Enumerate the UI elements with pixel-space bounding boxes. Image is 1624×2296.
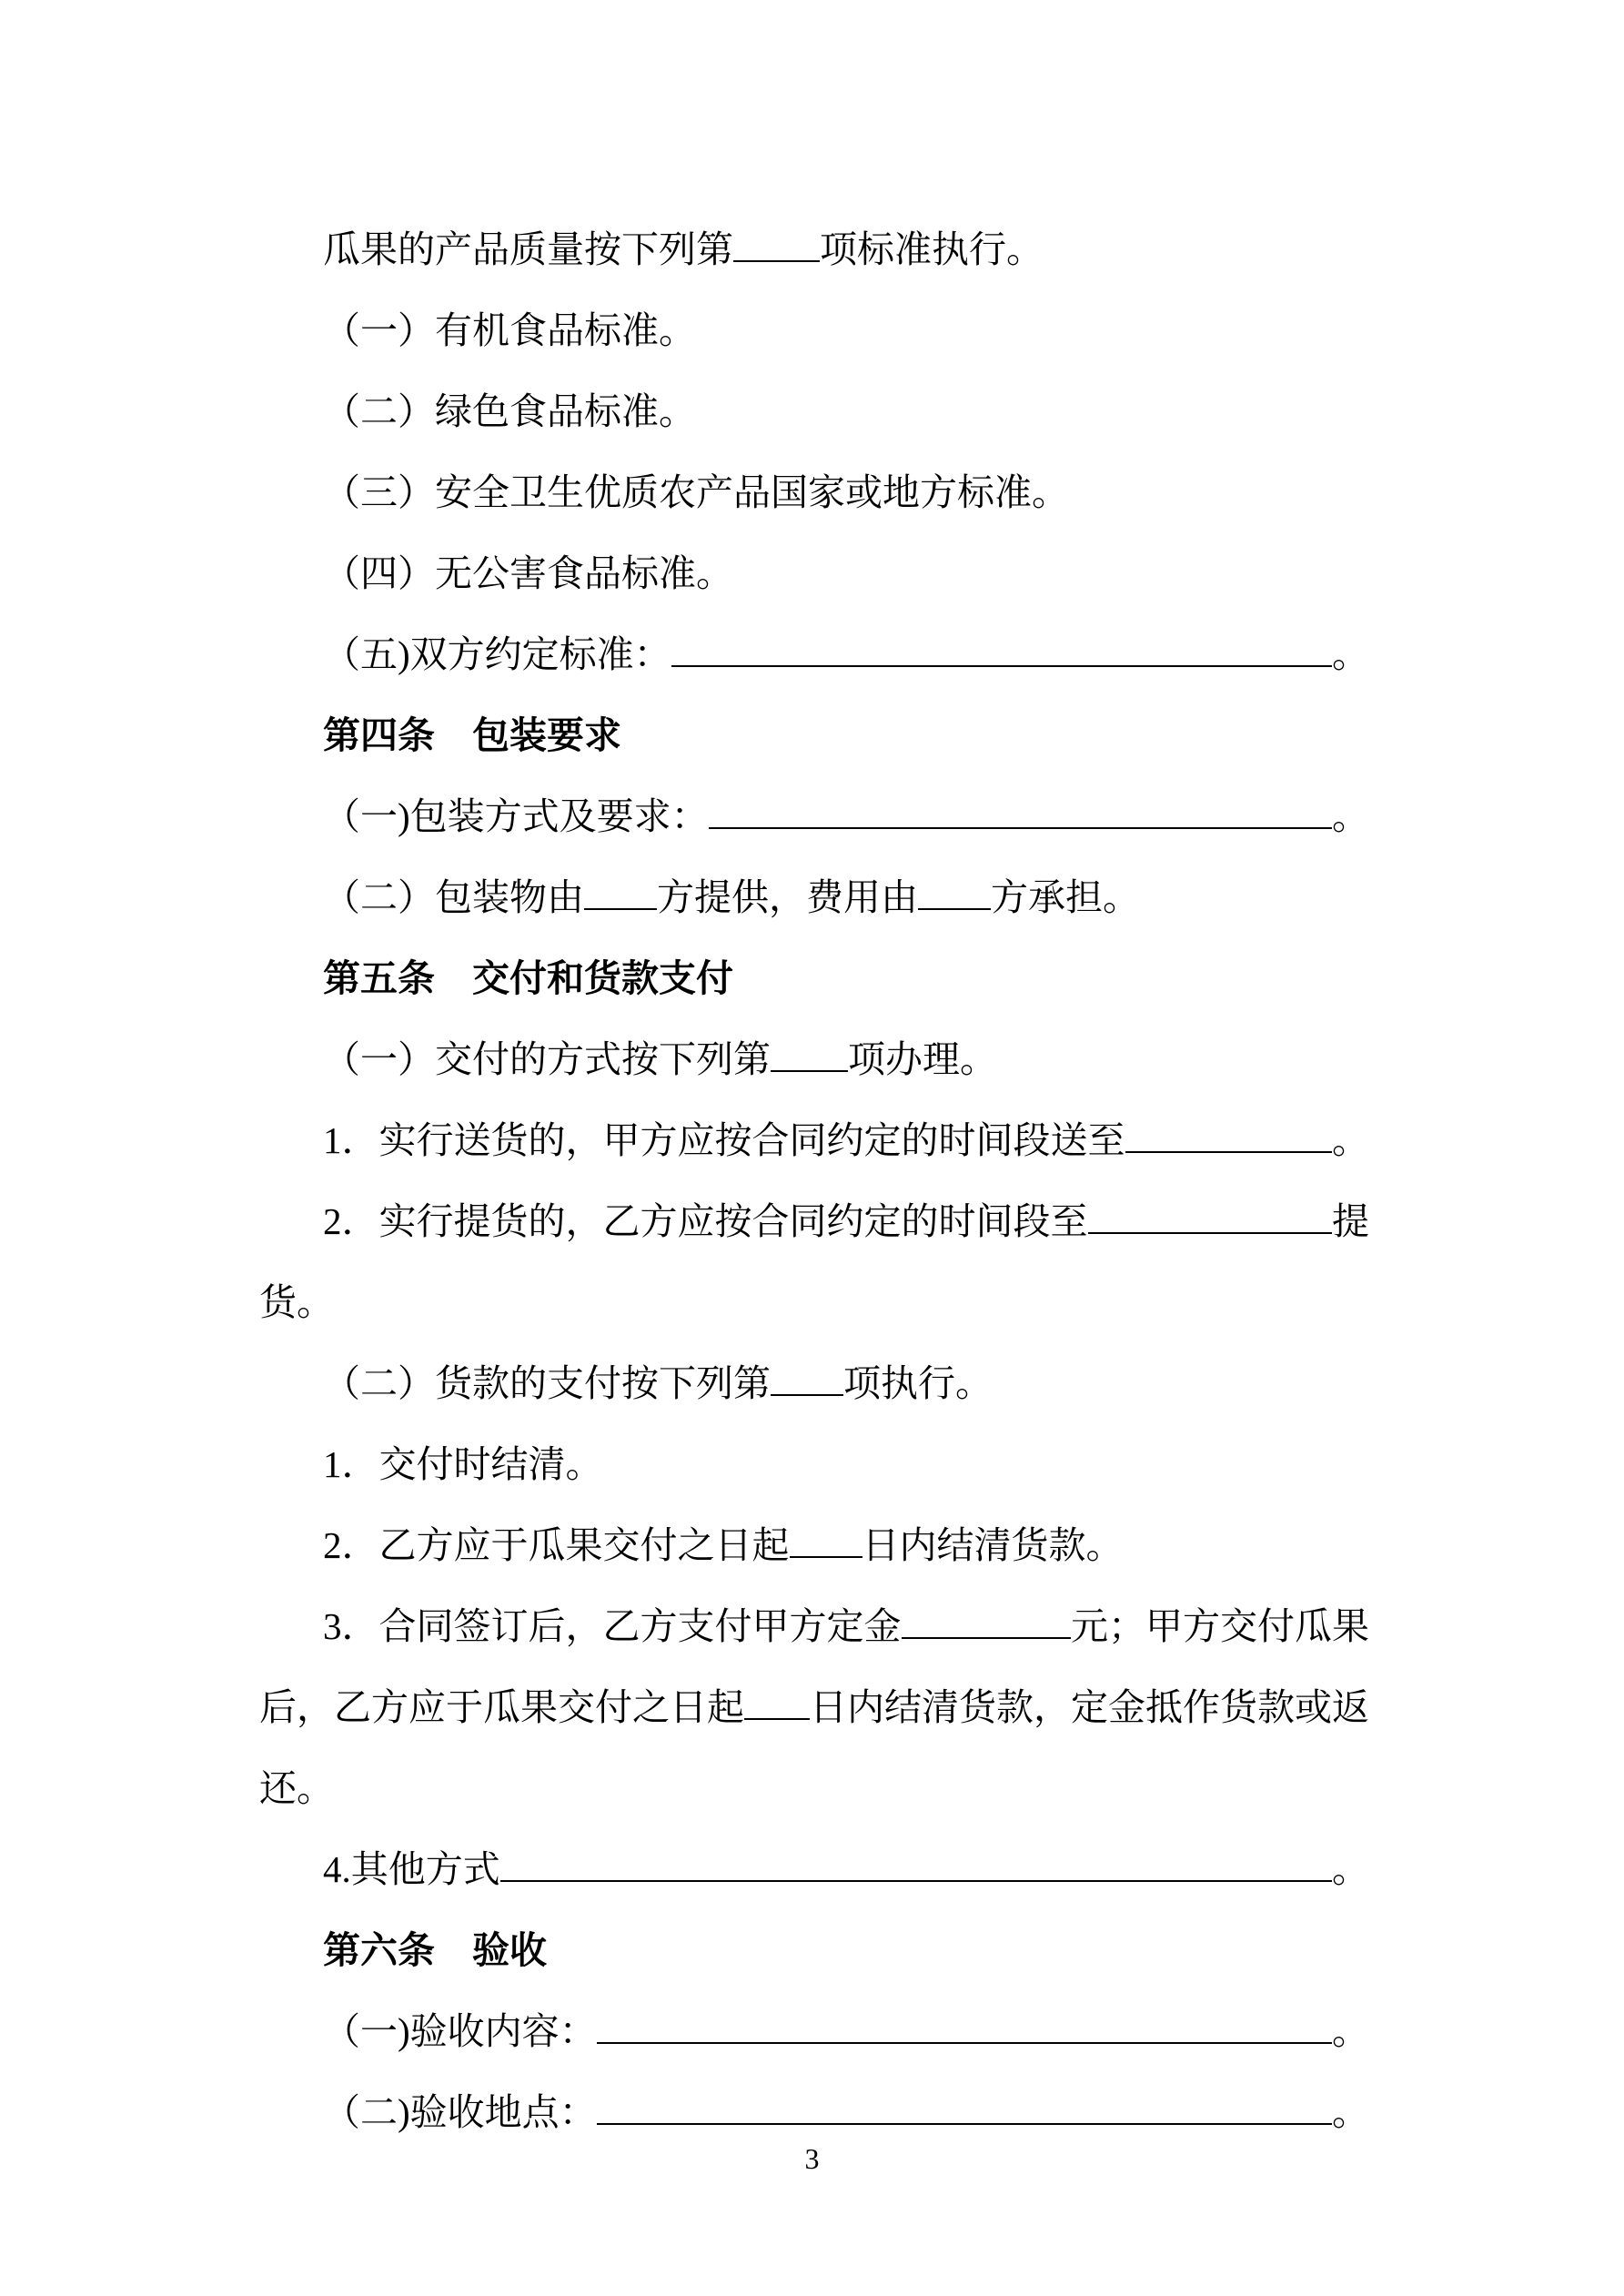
text-segment: 日内结清货款，定金抵作货款或返 xyxy=(810,1686,1369,1728)
blank-underline xyxy=(790,1556,862,1558)
text-segment: 提 xyxy=(1332,1200,1369,1242)
line-payment-method-intro xyxy=(259,1343,1369,1424)
blank-underline xyxy=(500,1880,1332,1882)
text-segment: 。 xyxy=(1332,633,1369,675)
blank-underline xyxy=(744,1718,810,1720)
line-standard-option-1 xyxy=(259,290,1369,371)
text-segment: （三）安全卫生优质农产品国家或地方标准。 xyxy=(323,471,1069,513)
text-segment: （四）无公害食品标准。 xyxy=(323,552,733,594)
text-segment: 。 xyxy=(1332,2091,1369,2133)
blank-underline xyxy=(671,665,1332,667)
heading-article-5 xyxy=(259,938,1369,1019)
text-segment: 瓜果的产品质量按下列第 xyxy=(323,228,733,270)
text-segment: （一）有机食品标准。 xyxy=(323,309,696,351)
text-segment: （五)双方约定标准： xyxy=(323,633,671,675)
blank-underline xyxy=(597,2042,1332,2044)
blank-underline xyxy=(771,1070,848,1072)
line-delivery-method-intro xyxy=(259,1019,1369,1100)
text-segment: （二)验收地点： xyxy=(323,2091,597,2133)
text-segment: 第五条 交付和货款支付 xyxy=(323,957,733,999)
text-segment: 。 xyxy=(1332,1119,1369,1161)
text-segment: 1．交付时结清。 xyxy=(323,1443,603,1485)
text-segment: 元；甲方交付瓜果 xyxy=(1071,1605,1369,1647)
text-segment: 项标准执行。 xyxy=(820,228,1044,270)
line-packing-provider xyxy=(259,857,1369,938)
blank-underline xyxy=(584,908,657,910)
document-body xyxy=(259,209,1369,2153)
text-segment: 方承担。 xyxy=(991,876,1140,918)
text-segment: （一)验收内容： xyxy=(323,2010,597,2052)
line-delivery-option-1 xyxy=(259,1100,1369,1181)
text-segment: 货。 xyxy=(259,1281,334,1323)
text-segment: 。 xyxy=(1332,2010,1369,2052)
blank-underline xyxy=(771,1394,843,1396)
text-segment: 后，乙方应于瓜果交付之日起 xyxy=(259,1686,744,1728)
text-segment: 第六条 验收 xyxy=(323,1929,547,1971)
line-payment-option-4 xyxy=(259,1829,1369,1910)
line-payment-option-1 xyxy=(259,1424,1369,1505)
text-segment: （一）交付的方式按下列第 xyxy=(323,1038,771,1080)
line-packing-method xyxy=(259,776,1369,857)
line-standard-option-3 xyxy=(259,452,1369,533)
blank-underline xyxy=(597,2123,1332,2125)
page-number: 3 xyxy=(804,2142,820,2175)
text-segment: 方提供，费用由 xyxy=(657,876,918,918)
text-segment: 4.其他方式 xyxy=(323,1848,500,1890)
line-payment-option-3-cont-1 xyxy=(259,1667,1369,1748)
blank-underline xyxy=(918,908,991,910)
text-segment: 2．实行提货的，乙方应按合同约定的时间段至 xyxy=(323,1200,1088,1242)
blank-underline xyxy=(1125,1151,1333,1153)
text-segment: 2．乙方应于瓜果交付之日起 xyxy=(323,1524,790,1566)
heading-article-6 xyxy=(259,1910,1369,1991)
line-acceptance-content xyxy=(259,1991,1369,2072)
line-delivery-option-2 xyxy=(259,1181,1369,1262)
line-standard-option-5 xyxy=(259,614,1369,695)
line-payment-option-3-cont-2 xyxy=(259,1748,1369,1829)
blank-underline xyxy=(902,1637,1072,1639)
line-standard-option-4 xyxy=(259,533,1369,614)
text-segment: 1．实行送货的，甲方应按合同约定的时间段送至 xyxy=(323,1119,1125,1161)
text-segment: 项办理。 xyxy=(848,1038,997,1080)
line-delivery-option-2-cont xyxy=(259,1262,1369,1343)
blank-underline xyxy=(709,827,1332,829)
line-standard-option-2 xyxy=(259,371,1369,452)
line-payment-option-2 xyxy=(259,1505,1369,1586)
text-segment: （二）货款的支付按下列第 xyxy=(323,1362,771,1404)
text-segment: 还。 xyxy=(259,1767,334,1809)
line-payment-option-3 xyxy=(259,1586,1369,1667)
line-quality-standard-intro xyxy=(259,209,1369,290)
text-segment: 。 xyxy=(1332,1848,1369,1890)
text-segment: （二）绿色食品标准。 xyxy=(323,390,696,432)
text-segment: 日内结清货款。 xyxy=(862,1524,1124,1566)
heading-article-4 xyxy=(259,695,1369,776)
blank-underline xyxy=(1088,1232,1333,1234)
text-segment: 。 xyxy=(1332,795,1369,837)
text-segment: 第四条 包装要求 xyxy=(323,714,621,756)
text-segment: 3．合同签订后，乙方支付甲方定金 xyxy=(323,1605,902,1647)
blank-underline xyxy=(733,260,820,262)
text-segment: 项执行。 xyxy=(843,1362,993,1404)
text-segment: （二）包装物由 xyxy=(323,876,584,918)
text-segment: （一)包装方式及要求： xyxy=(323,795,709,837)
